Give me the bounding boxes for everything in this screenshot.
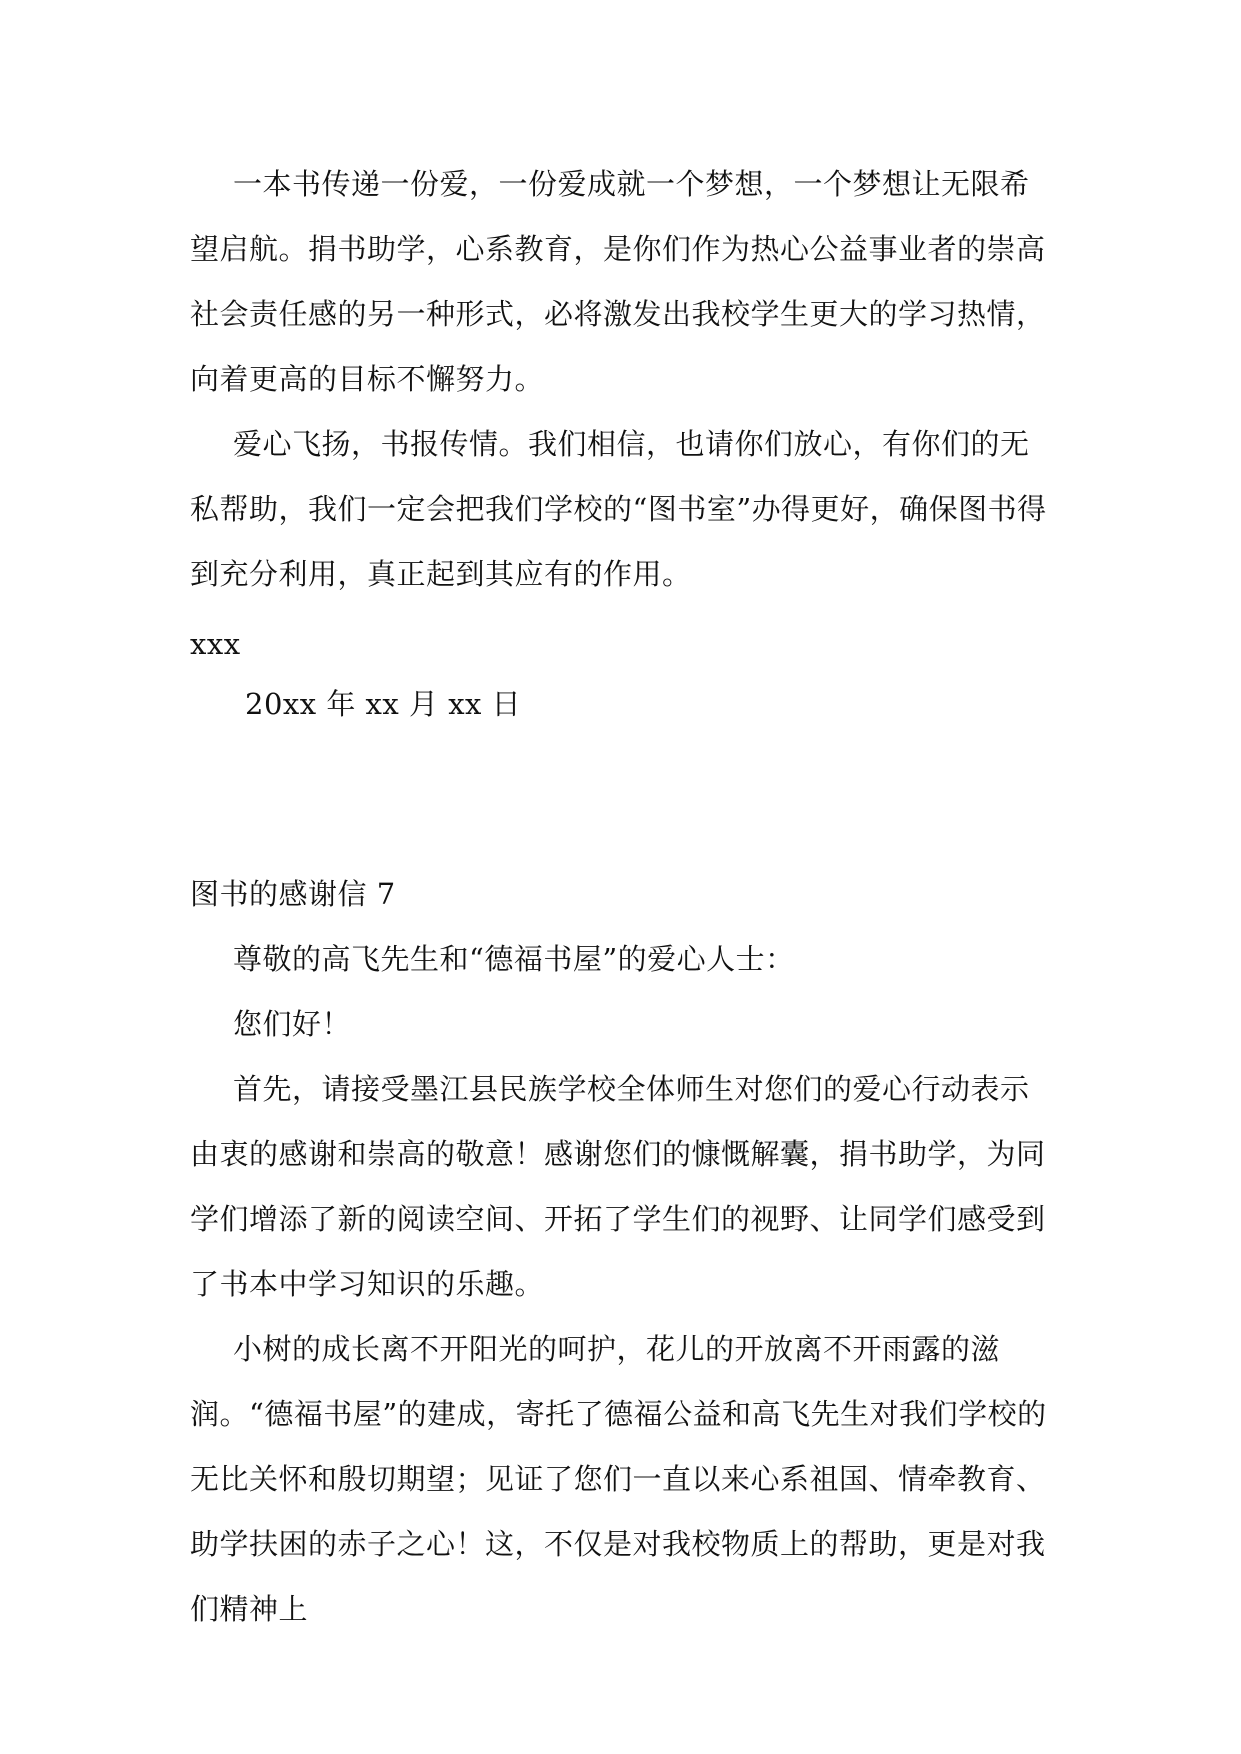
body-paragraph: 一本书传递一份爱，一份爱成就一个梦想，一个梦想让无限希望启航。捐书助学，心系教育，是你们作为热心公益事业者的崇高社会责任感的另一种形式，必将激发出我校学生更大的学习热情，向着更高的目标不懈努力。 xyxy=(190,167,1046,396)
salutation: 尊敬的高飞先生和“德福书屋”的爱心人士： xyxy=(233,942,795,976)
body-paragraph: 爱心飞扬，书报传情。我们相信，也请你们放心，有你们的无私帮助，我们一定会把我们学校的“图书室”办得更好，确保图书得到充分利用，真正起到其应有的作用。 xyxy=(190,427,1047,591)
letter-title: 图书的感谢信 7 xyxy=(190,877,396,911)
body-paragraph: 首先，请接受墨江县民族学校全体师生对您们的爱心行动表示由衷的感谢和崇高的敬意！感谢您们的慷慨解囊，捐书助学，为同学们增添了新的阅读空间、开拓了学生们的视野、让同学们感受到了书本中学习知识的乐趣。 xyxy=(190,1072,1046,1301)
signature: xxx xyxy=(190,627,241,661)
date-line: 20xx 年 xx 月 xx 日 xyxy=(245,687,522,721)
greeting: 您们好！ xyxy=(233,1007,352,1041)
body-paragraph: 小树的成长离不开阳光的呵护，花儿的开放离不开雨露的滋润。“德福书屋”的建成，寄托了德福公益和高飞先生对我们学校的无比关怀和殷切期望；见证了您们一直以来心系祖国、情牵教育、助学扶困的赤子之心！这，不仅是对我校物质上的帮助，更是对我们精神上 xyxy=(190,1332,1047,1626)
